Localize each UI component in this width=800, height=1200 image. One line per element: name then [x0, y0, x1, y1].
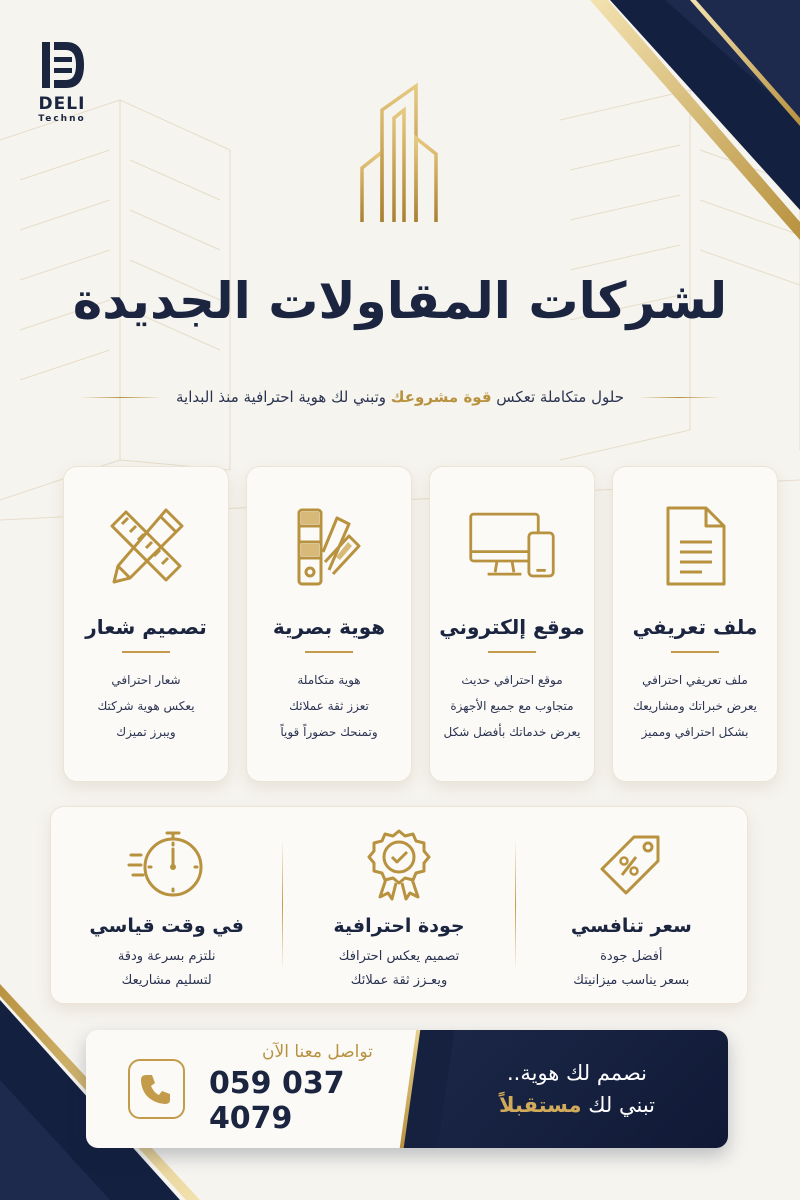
service-description	[97, 667, 194, 745]
services-list	[50, 466, 778, 782]
service-line: بشكل احترافي ومميز	[641, 725, 749, 739]
color-palette-icon	[289, 504, 369, 588]
service-line: تعزز ثقة عملائك	[289, 699, 369, 713]
subtitle-divider-left	[80, 397, 162, 398]
subtitle-text-start: حلول متكاملة تعكس	[491, 388, 624, 406]
document-icon	[660, 504, 730, 588]
subtitle	[176, 388, 624, 406]
service-card-profile[interactable]	[612, 466, 778, 782]
service-line: يعكس هوية شركتك	[97, 699, 195, 713]
slogan-highlight: مستقبلاً	[498, 1093, 582, 1117]
feature-line: ويعـزز ثقة عملائك	[350, 973, 448, 988]
feature-line: لتسليم مشاريعك	[121, 973, 212, 988]
feature-price	[516, 807, 747, 1003]
service-line: هوية متكاملة	[297, 673, 361, 687]
service-description	[444, 667, 581, 745]
slogan-line-2	[499, 1089, 655, 1121]
feature-line: بسعر يناسب ميزانيتك	[573, 973, 690, 988]
service-title: تصميم شعار	[85, 615, 207, 639]
service-line: موقع احترافي حديث	[461, 673, 563, 687]
stopwatch-icon	[127, 827, 207, 901]
service-line: ملف تعريفي احترافي	[642, 673, 748, 687]
service-line: شعار احترافي	[111, 673, 181, 687]
feature-line: أفضل جودة	[600, 949, 663, 964]
service-divider	[488, 651, 536, 653]
building-emblem-icon	[330, 82, 470, 234]
pencil-ruler-icon	[104, 504, 188, 588]
service-card-logo[interactable]	[63, 466, 229, 782]
brand-subtitle: Techno	[38, 114, 86, 124]
subtitle-divider-right	[638, 397, 720, 398]
contact-info	[86, 1030, 426, 1148]
service-line: ويبرز تميزك	[116, 725, 176, 739]
service-title: ملف تعريفي	[632, 615, 758, 639]
corner-decoration-top-right	[490, 0, 800, 260]
contact-label: تواصل معنا الآن	[262, 1042, 373, 1062]
price-tag-icon	[596, 829, 666, 899]
feature-description	[573, 945, 689, 993]
feature-title: سعر تنافسي	[570, 915, 692, 937]
headline: لشركات المقاولات الجديدة	[72, 272, 728, 330]
brand-name: DELI	[38, 94, 86, 114]
service-divider	[122, 651, 170, 653]
service-description	[633, 667, 757, 745]
feature-speed	[51, 807, 282, 1003]
features-panel	[50, 806, 748, 1004]
service-line: وتمنحك حضوراً قوياً	[280, 725, 378, 739]
subtitle-text-end: وتبني لك هوية احترافية منذ البداية	[176, 388, 391, 406]
service-card-identity[interactable]	[246, 466, 412, 782]
brand-logo	[30, 40, 94, 124]
feature-title: جودة احترافية	[333, 915, 465, 937]
slogan-line-2-text: تبني لك	[581, 1093, 656, 1117]
devices-icon	[467, 506, 557, 586]
service-title: موقع إلكتروني	[439, 615, 585, 639]
call-button[interactable]	[128, 1059, 185, 1119]
service-description	[280, 667, 377, 745]
phone-number[interactable]: 059 037 4079	[208, 1066, 345, 1136]
service-line: يعرض خدماتك بأفضل شكل	[443, 725, 581, 739]
subtitle-row	[80, 384, 720, 410]
service-card-website[interactable]	[429, 466, 595, 782]
service-divider	[305, 651, 353, 653]
feature-description	[118, 945, 216, 993]
contact-banner	[86, 1030, 728, 1148]
subtitle-highlight: قوة مشروعك	[390, 388, 492, 406]
feature-line: نلتزم بسرعة ودقة	[117, 949, 216, 964]
slogan-panel	[426, 1030, 728, 1148]
phone-icon	[138, 1071, 174, 1107]
feature-quality	[283, 807, 514, 1003]
slogan-line-1: نصمم لك هوية..	[507, 1061, 647, 1085]
deli-logo-mark	[38, 40, 86, 90]
feature-description	[339, 945, 459, 993]
feature-line: تصميم يعكس احترافك	[338, 949, 460, 964]
service-divider	[671, 651, 719, 653]
feature-title: في وقت قياسي	[89, 915, 244, 937]
service-line: يعرض خبراتك ومشاريعك	[633, 699, 757, 713]
service-title: هوية بصرية	[272, 615, 386, 639]
service-line: متجاوب مع جميع الأجهزة	[450, 699, 574, 713]
quality-badge-icon	[366, 827, 432, 901]
contact-text	[209, 1042, 426, 1136]
